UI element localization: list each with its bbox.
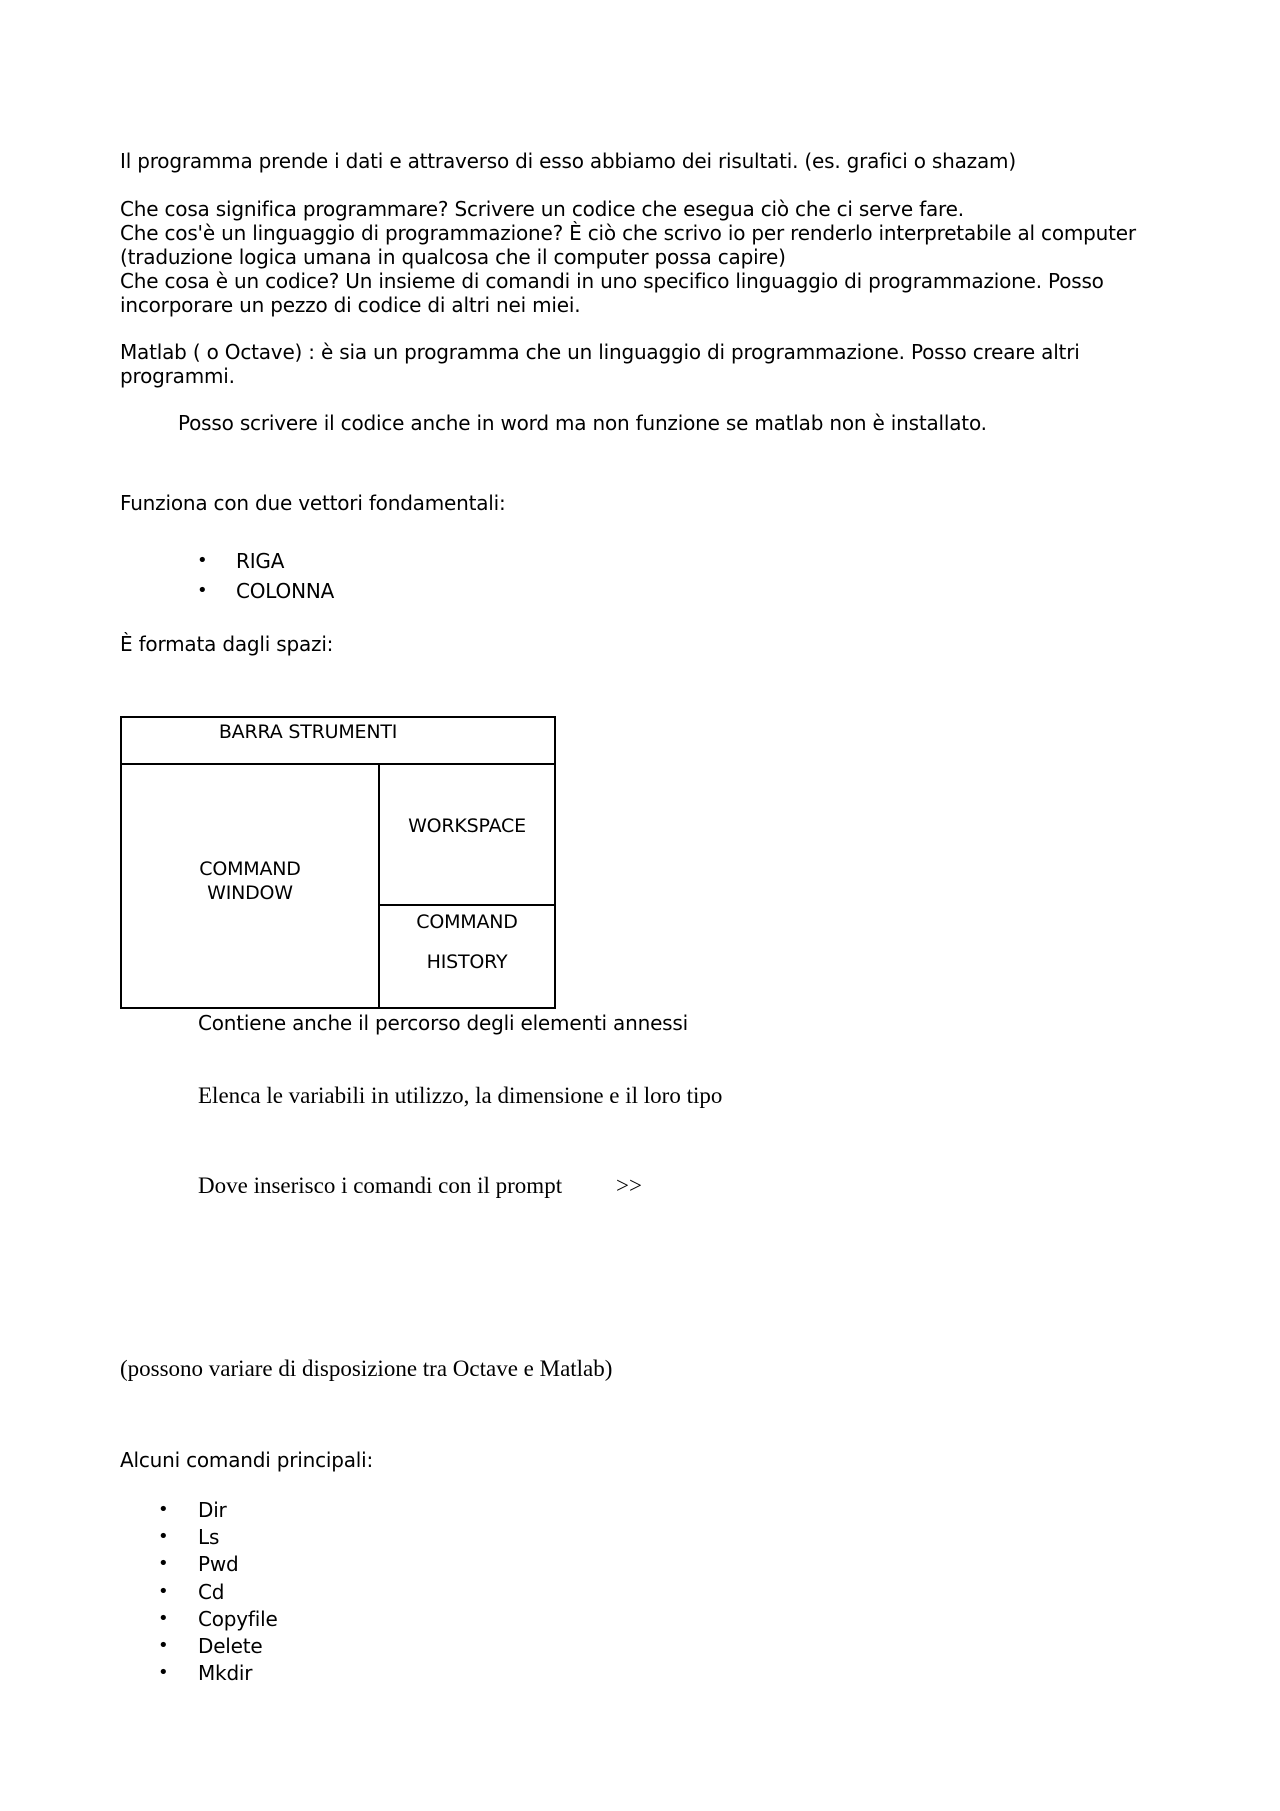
command-item-mkdir: Mkdir (198, 1661, 253, 1685)
definition-programmare: Che cosa significa programmare? Scrivere un codice che esegua ciò che ci serve fare. (120, 197, 964, 221)
bullet-icon: • (197, 580, 208, 601)
prompt-symbol: >> (616, 1173, 642, 1198)
matlab-paragraph: Matlab ( o Octave) : è sia un programma che un linguaggio di programmazione. Posso creare altri (120, 340, 1080, 364)
commands-heading: Alcuni comandi principali: (120, 1448, 374, 1472)
layout-variation-note: (possono variare di disposizione tra Octave e Matlab) (120, 1356, 613, 1381)
definition-linguaggio-cont: (traduzione logica umana in qualcosa che il computer possa capire) (120, 245, 786, 269)
bullet-icon: • (158, 1526, 169, 1547)
matlab-layout-diagram (120, 716, 556, 1009)
bullet-icon: • (197, 550, 208, 571)
matlab-paragraph-cont: programmi. (120, 364, 235, 388)
bullet-icon: • (158, 1553, 169, 1574)
word-note: Posso scrivere il codice anche in word ma non funzione se matlab non è installato. (178, 411, 987, 435)
vector-item-riga: RIGA (236, 549, 285, 573)
diagram-command-window-label-2: WINDOW (207, 882, 293, 904)
vector-item-colonna: COLONNA (236, 579, 335, 603)
definition-codice: Che cosa è un codice? Un insieme di comandi in uno specifico linguaggio di programmazione. Posso (120, 269, 1104, 293)
vectors-heading: Funziona con due vettori fondamentali: (120, 491, 506, 515)
bullet-icon: • (158, 1581, 169, 1602)
diagram-history-label-2: HISTORY (426, 951, 508, 973)
bullet-icon: • (158, 1662, 169, 1683)
note-history: Contiene anche il percorso degli elementi annessi (198, 1011, 688, 1035)
command-item-copyfile: Copyfile (198, 1607, 278, 1631)
command-item-delete: Delete (198, 1634, 263, 1658)
command-item-dir: Dir (198, 1498, 227, 1522)
command-item-ls: Ls (198, 1525, 220, 1549)
bullet-icon: • (158, 1635, 169, 1656)
diagram-toolbar-label: BARRA STRUMENTI (218, 721, 398, 743)
diagram-workspace-label: WORKSPACE (408, 815, 526, 837)
spaces-heading: È formata dagli spazi: (120, 632, 334, 656)
diagram-history-label-1: COMMAND (416, 911, 518, 933)
note-workspace: Elenca le variabili in utilizzo, la dimensione e il loro tipo (198, 1083, 723, 1108)
diagram-command-window-label-1: COMMAND (199, 858, 301, 880)
bullet-icon: • (158, 1608, 169, 1629)
bullet-icon: • (158, 1499, 169, 1520)
note-command-window: Dove inserisco i comandi con il prompt (198, 1173, 563, 1198)
command-item-pwd: Pwd (198, 1552, 239, 1576)
definition-linguaggio: Che cos'è un linguaggio di programmazione? È ciò che scrivo io per renderlo interpretabile al computer (120, 221, 1136, 245)
definition-codice-cont: incorporare un pezzo di codice di altri nei miei. (120, 293, 581, 317)
intro-paragraph: Il programma prende i dati e attraverso di esso abbiamo dei risultati. (es. grafici o shazam) (120, 149, 1016, 173)
command-item-cd: Cd (198, 1580, 225, 1604)
